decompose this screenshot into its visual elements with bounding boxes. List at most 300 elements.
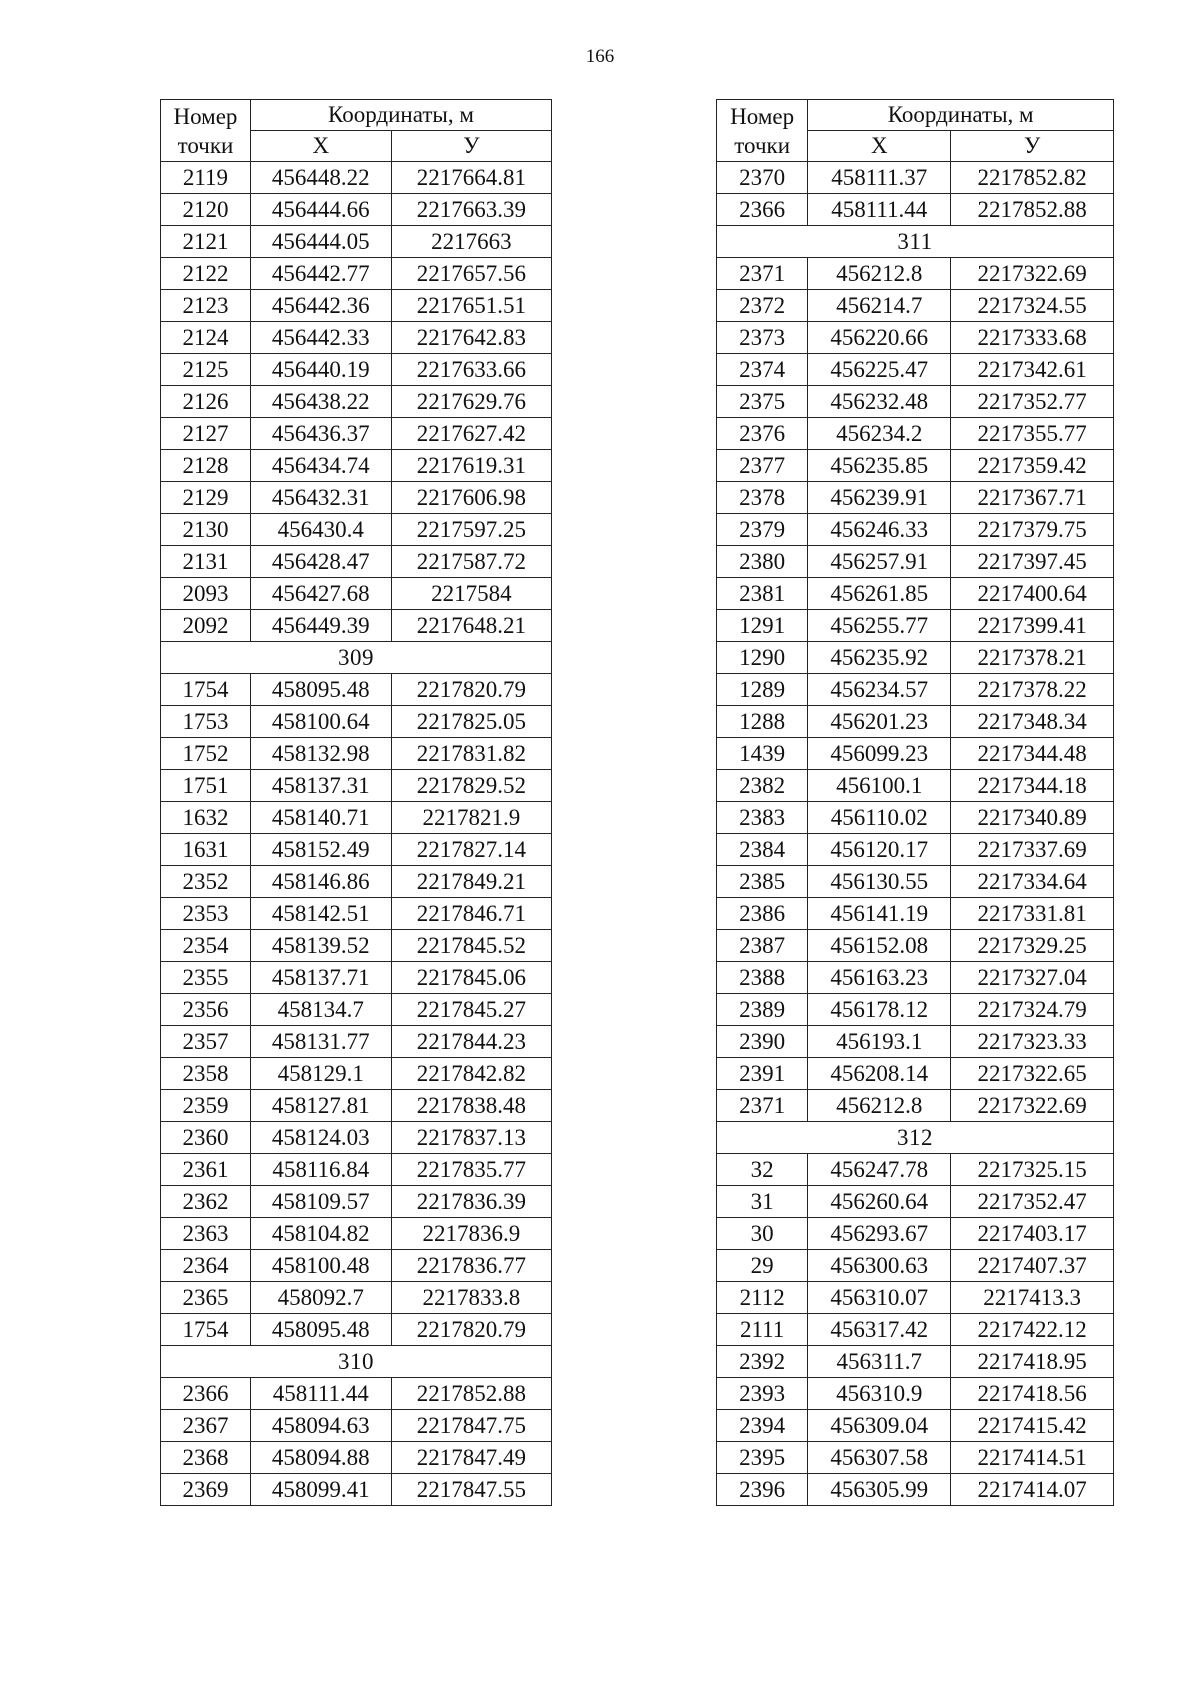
x-coordinate-cell: 456201.23 (808, 706, 951, 738)
table-row (717, 866, 1114, 898)
y-coordinate-cell: 2217619.31 (391, 450, 551, 482)
section-row (161, 642, 552, 674)
table-row (717, 802, 1114, 834)
y-coordinate-cell: 2217835.77 (391, 1154, 551, 1186)
x-coordinate-cell: 456255.77 (808, 610, 951, 642)
y-coordinate-cell: 2217322.69 (951, 1090, 1114, 1122)
point-number-cell: 2129 (161, 482, 251, 514)
table-row (161, 194, 552, 226)
y-coordinate-cell: 2217322.69 (951, 258, 1114, 290)
table-row (161, 258, 552, 290)
point-number-cell: 2360 (161, 1122, 251, 1154)
x-coordinate-cell: 456247.78 (808, 1154, 951, 1186)
table-row (717, 1346, 1114, 1378)
x-coordinate-cell: 456434.74 (250, 450, 391, 482)
table-row (717, 354, 1114, 386)
y-coordinate-cell: 2217844.23 (391, 1026, 551, 1058)
table-row (717, 418, 1114, 450)
point-number-cell: 2357 (161, 1026, 251, 1058)
point-number-cell: 2395 (717, 1442, 808, 1474)
x-coordinate-cell: 456448.22 (250, 162, 391, 194)
point-number-header (161, 100, 251, 162)
y-coordinate-cell: 2217833.8 (391, 1282, 551, 1314)
point-number-cell: 2120 (161, 194, 251, 226)
point-number-cell: 2380 (717, 546, 808, 578)
x-header: Х (250, 131, 391, 162)
table-row (161, 1026, 552, 1058)
point-number-cell: 2373 (717, 322, 808, 354)
x-coordinate-cell: 456428.47 (250, 546, 391, 578)
y-coordinate-cell: 2217352.47 (951, 1186, 1114, 1218)
x-coordinate-cell: 456212.8 (808, 258, 951, 290)
point-number-cell: 30 (717, 1218, 808, 1250)
table-row (161, 514, 552, 546)
y-coordinate-cell: 2217821.9 (391, 802, 551, 834)
y-coordinate-cell: 2217407.37 (951, 1250, 1114, 1282)
x-coordinate-cell: 456234.2 (808, 418, 951, 450)
point-number-cell: 1290 (717, 642, 808, 674)
table-row (161, 930, 552, 962)
y-coordinate-cell: 2217633.66 (391, 354, 551, 386)
x-coordinate-cell: 458116.84 (250, 1154, 391, 1186)
table-row (717, 1282, 1114, 1314)
table-row (161, 1154, 552, 1186)
point-number-cell: 2352 (161, 866, 251, 898)
table-row (717, 1058, 1114, 1090)
x-coordinate-cell: 458146.86 (250, 866, 391, 898)
y-coordinate-cell: 2217422.12 (951, 1314, 1114, 1346)
point-number-cell: 2111 (717, 1314, 808, 1346)
x-coordinate-cell: 458099.41 (250, 1474, 391, 1506)
y-coordinate-cell: 2217827.14 (391, 834, 551, 866)
y-coordinate-cell: 2217829.52 (391, 770, 551, 802)
point-number-cell: 2391 (717, 1058, 808, 1090)
point-number-cell: 2366 (161, 1378, 251, 1410)
x-coordinate-cell: 456442.36 (250, 290, 391, 322)
table-row (717, 1410, 1114, 1442)
table-row (717, 1314, 1114, 1346)
point-header-line2: точки (177, 132, 234, 158)
y-coordinate-cell: 2217378.22 (951, 674, 1114, 706)
y-coordinate-cell: 2217627.42 (391, 418, 551, 450)
point-number-cell: 2377 (717, 450, 808, 482)
x-coordinate-cell: 456436.37 (250, 418, 391, 450)
y-coordinate-cell: 2217367.71 (951, 482, 1114, 514)
x-coordinate-cell: 456260.64 (808, 1186, 951, 1218)
y-coordinate-cell: 2217820.79 (391, 674, 551, 706)
point-number-header (717, 100, 808, 162)
table-row (717, 258, 1114, 290)
table-row (717, 322, 1114, 354)
x-coordinate-cell: 456130.55 (808, 866, 951, 898)
x-coordinate-cell: 456193.1 (808, 1026, 951, 1058)
x-coordinate-cell: 456100.1 (808, 770, 951, 802)
y-coordinate-cell: 2217413.3 (951, 1282, 1114, 1314)
section-label: 310 (161, 1346, 552, 1378)
y-coordinate-cell: 2217329.25 (951, 930, 1114, 962)
x-coordinate-cell: 458127.81 (250, 1090, 391, 1122)
table-row (161, 354, 552, 386)
x-coordinate-cell: 456440.19 (250, 354, 391, 386)
y-coordinate-cell: 2217852.88 (391, 1378, 551, 1410)
x-coordinate-cell: 458137.31 (250, 770, 391, 802)
point-header-line2: точки (734, 132, 790, 158)
table-row (717, 514, 1114, 546)
table-row (717, 1090, 1114, 1122)
page-number: 166 (585, 46, 615, 67)
x-coordinate-cell: 456234.57 (808, 674, 951, 706)
y-coordinate-cell: 2217342.61 (951, 354, 1114, 386)
y-coordinate-cell: 2217606.98 (391, 482, 551, 514)
x-coordinate-cell: 456246.33 (808, 514, 951, 546)
y-coordinate-cell: 2217629.76 (391, 386, 551, 418)
point-number-cell: 2130 (161, 514, 251, 546)
point-number-cell: 2386 (717, 898, 808, 930)
table-row (717, 898, 1114, 930)
point-number-cell: 2394 (717, 1410, 808, 1442)
point-number-cell: 1631 (161, 834, 251, 866)
y-coordinate-cell: 2217584 (391, 578, 551, 610)
table-row (161, 1442, 552, 1474)
x-coordinate-cell: 458094.63 (250, 1410, 391, 1442)
x-coordinate-cell: 458111.44 (250, 1378, 391, 1410)
x-coordinate-cell: 458109.57 (250, 1186, 391, 1218)
x-coordinate-cell: 456235.92 (808, 642, 951, 674)
right-table-body (717, 162, 1114, 1506)
x-coordinate-cell: 458111.37 (808, 162, 951, 194)
table-row (161, 418, 552, 450)
y-coordinate-cell: 2217847.75 (391, 1410, 551, 1442)
y-coordinate-cell: 2217846.71 (391, 898, 551, 930)
x-coordinate-cell: 458134.7 (250, 994, 391, 1026)
point-number-cell: 2388 (717, 962, 808, 994)
y-coordinate-cell: 2217587.72 (391, 546, 551, 578)
y-coordinate-cell: 2217325.15 (951, 1154, 1114, 1186)
y-coordinate-cell: 2217847.49 (391, 1442, 551, 1474)
table-row (717, 706, 1114, 738)
x-coordinate-cell: 458140.71 (250, 802, 391, 834)
point-number-cell: 2375 (717, 386, 808, 418)
point-number-cell: 1753 (161, 706, 251, 738)
point-number-cell: 2131 (161, 546, 251, 578)
point-number-cell: 31 (717, 1186, 808, 1218)
point-number-cell: 2374 (717, 354, 808, 386)
point-number-cell: 2126 (161, 386, 251, 418)
table-row (717, 1186, 1114, 1218)
table-row (161, 1122, 552, 1154)
y-coordinate-cell: 2217837.13 (391, 1122, 551, 1154)
x-coordinate-cell: 458137.71 (250, 962, 391, 994)
table-row (161, 482, 552, 514)
point-number-cell: 2389 (717, 994, 808, 1026)
table-row (717, 482, 1114, 514)
table-row (717, 1442, 1114, 1474)
y-coordinate-cell: 2217324.55 (951, 290, 1114, 322)
coordinates-header: Координаты, м (808, 100, 1114, 131)
table-row (161, 866, 552, 898)
x-coordinate-cell: 458094.88 (250, 1442, 391, 1474)
x-coordinate-cell: 458129.1 (250, 1058, 391, 1090)
point-number-cell: 2382 (717, 770, 808, 802)
y-coordinate-cell: 2217657.56 (391, 258, 551, 290)
point-number-cell: 32 (717, 1154, 808, 1186)
y-coordinate-cell: 2217379.75 (951, 514, 1114, 546)
coordinates-header: Координаты, м (250, 100, 551, 131)
y-coordinate-cell: 2217344.48 (951, 738, 1114, 770)
y-coordinate-cell: 2217355.77 (951, 418, 1114, 450)
point-number-cell: 2379 (717, 514, 808, 546)
table-row (717, 738, 1114, 770)
point-number-cell: 2364 (161, 1250, 251, 1282)
y-coordinate-cell: 2217852.88 (951, 194, 1114, 226)
point-number-cell: 2112 (717, 1282, 808, 1314)
x-coordinate-cell: 456430.4 (250, 514, 391, 546)
point-number-cell: 2365 (161, 1282, 251, 1314)
point-number-cell: 2356 (161, 994, 251, 1026)
table-row (161, 1410, 552, 1442)
y-coordinate-cell: 2217415.42 (951, 1410, 1114, 1442)
y-coordinate-cell: 2217418.56 (951, 1378, 1114, 1410)
y-coordinate-cell: 2217663 (391, 226, 551, 258)
point-number-cell: 2119 (161, 162, 251, 194)
table-row (717, 162, 1114, 194)
point-number-cell: 2361 (161, 1154, 251, 1186)
table-row (161, 450, 552, 482)
table-row (717, 1250, 1114, 1282)
table-row (717, 578, 1114, 610)
point-number-cell: 2381 (717, 578, 808, 610)
table-row (161, 1186, 552, 1218)
x-header: Х (808, 131, 951, 162)
point-number-cell: 2355 (161, 962, 251, 994)
point-number-cell: 2353 (161, 898, 251, 930)
y-coordinate-cell: 2217820.79 (391, 1314, 551, 1346)
point-number-cell: 1752 (161, 738, 251, 770)
y-coordinate-cell: 2217664.81 (391, 162, 551, 194)
table-row (161, 770, 552, 802)
table-row (161, 1058, 552, 1090)
table-row (161, 1282, 552, 1314)
y-coordinate-cell: 2217842.82 (391, 1058, 551, 1090)
point-number-cell: 1291 (717, 610, 808, 642)
point-number-cell: 2385 (717, 866, 808, 898)
x-coordinate-cell: 458100.64 (250, 706, 391, 738)
point-number-cell: 1288 (717, 706, 808, 738)
y-coordinate-cell: 2217324.79 (951, 994, 1114, 1026)
x-coordinate-cell: 458100.48 (250, 1250, 391, 1282)
y-coordinate-cell: 2217359.42 (951, 450, 1114, 482)
x-coordinate-cell: 456300.63 (808, 1250, 951, 1282)
table-row (161, 738, 552, 770)
table-row (717, 674, 1114, 706)
y-coordinate-cell: 2217414.51 (951, 1442, 1114, 1474)
point-number-cell: 29 (717, 1250, 808, 1282)
x-coordinate-cell: 456432.31 (250, 482, 391, 514)
y-coordinate-cell: 2217414.07 (951, 1474, 1114, 1506)
y-coordinate-cell: 2217400.64 (951, 578, 1114, 610)
y-coordinate-cell: 2217663.39 (391, 194, 551, 226)
table-row (161, 1314, 552, 1346)
x-coordinate-cell: 456232.48 (808, 386, 951, 418)
x-coordinate-cell: 456309.04 (808, 1410, 951, 1442)
point-number-cell: 2390 (717, 1026, 808, 1058)
section-row (161, 1346, 552, 1378)
table-row (161, 994, 552, 1026)
x-coordinate-cell: 458111.44 (808, 194, 951, 226)
point-number-cell: 2362 (161, 1186, 251, 1218)
x-coordinate-cell: 456214.7 (808, 290, 951, 322)
section-row (717, 1122, 1114, 1154)
point-number-cell: 2121 (161, 226, 251, 258)
point-number-cell: 2384 (717, 834, 808, 866)
x-coordinate-cell: 456307.58 (808, 1442, 951, 1474)
y-coordinate-cell: 2217831.82 (391, 738, 551, 770)
point-number-cell: 2383 (717, 802, 808, 834)
x-coordinate-cell: 456427.68 (250, 578, 391, 610)
y-coordinate-cell: 2217847.55 (391, 1474, 551, 1506)
point-number-cell: 2387 (717, 930, 808, 962)
table-row (161, 546, 552, 578)
section-label: 309 (161, 642, 552, 674)
y-coordinate-cell: 2217322.65 (951, 1058, 1114, 1090)
table-row (717, 994, 1114, 1026)
x-coordinate-cell: 456152.08 (808, 930, 951, 962)
x-coordinate-cell: 456110.02 (808, 802, 951, 834)
left-table-body (161, 162, 552, 1506)
point-header-line1: Номер (730, 103, 795, 129)
point-header-line1: Номер (173, 103, 238, 129)
table-row (161, 322, 552, 354)
y-header: У (391, 131, 551, 162)
point-number-cell: 2370 (717, 162, 808, 194)
x-coordinate-cell: 456444.05 (250, 226, 391, 258)
x-coordinate-cell: 456438.22 (250, 386, 391, 418)
point-number-cell: 2127 (161, 418, 251, 450)
y-coordinate-cell: 2217333.68 (951, 322, 1114, 354)
x-coordinate-cell: 458095.48 (250, 674, 391, 706)
x-coordinate-cell: 458152.49 (250, 834, 391, 866)
y-coordinate-cell: 2217344.18 (951, 770, 1114, 802)
point-number-cell: 2372 (717, 290, 808, 322)
y-coordinate-cell: 2217403.17 (951, 1218, 1114, 1250)
y-coordinate-cell: 2217849.21 (391, 866, 551, 898)
table-row (717, 450, 1114, 482)
y-coordinate-cell: 2217399.41 (951, 610, 1114, 642)
table-row (717, 290, 1114, 322)
x-coordinate-cell: 456442.33 (250, 322, 391, 354)
point-number-cell: 1751 (161, 770, 251, 802)
y-coordinate-cell: 2217651.51 (391, 290, 551, 322)
x-coordinate-cell: 456163.23 (808, 962, 951, 994)
y-coordinate-cell: 2217352.77 (951, 386, 1114, 418)
point-number-cell: 2123 (161, 290, 251, 322)
y-coordinate-cell: 2217642.83 (391, 322, 551, 354)
point-number-cell: 1289 (717, 674, 808, 706)
table-row (161, 226, 552, 258)
point-number-cell: 1754 (161, 1314, 251, 1346)
section-row (717, 226, 1114, 258)
y-coordinate-cell: 2217378.21 (951, 642, 1114, 674)
point-number-cell: 2359 (161, 1090, 251, 1122)
table-row (717, 386, 1114, 418)
section-label: 312 (717, 1122, 1114, 1154)
y-coordinate-cell: 2217334.64 (951, 866, 1114, 898)
x-coordinate-cell: 456099.23 (808, 738, 951, 770)
point-number-cell: 2092 (161, 610, 251, 642)
y-coordinate-cell: 2217397.45 (951, 546, 1114, 578)
x-coordinate-cell: 458104.82 (250, 1218, 391, 1250)
table-row (717, 930, 1114, 962)
table-row (717, 194, 1114, 226)
point-number-cell: 2093 (161, 578, 251, 610)
x-coordinate-cell: 458142.51 (250, 898, 391, 930)
x-coordinate-cell: 456220.66 (808, 322, 951, 354)
table-row (161, 578, 552, 610)
table-row (717, 610, 1114, 642)
x-coordinate-cell: 456442.77 (250, 258, 391, 290)
x-coordinate-cell: 456208.14 (808, 1058, 951, 1090)
y-header: У (951, 131, 1114, 162)
x-coordinate-cell: 458095.48 (250, 1314, 391, 1346)
y-coordinate-cell: 2217838.48 (391, 1090, 551, 1122)
table-row (161, 898, 552, 930)
y-coordinate-cell: 2217348.34 (951, 706, 1114, 738)
x-coordinate-cell: 456225.47 (808, 354, 951, 386)
y-coordinate-cell: 2217825.05 (391, 706, 551, 738)
table-row (717, 834, 1114, 866)
table-row (717, 546, 1114, 578)
y-coordinate-cell: 2217845.52 (391, 930, 551, 962)
point-number-cell: 2122 (161, 258, 251, 290)
table-row (161, 1250, 552, 1282)
table-row (717, 1378, 1114, 1410)
x-coordinate-cell: 456261.85 (808, 578, 951, 610)
table-row (161, 834, 552, 866)
point-number-cell: 2125 (161, 354, 251, 386)
x-coordinate-cell: 456212.8 (808, 1090, 951, 1122)
table-row (717, 1218, 1114, 1250)
point-number-cell: 2366 (717, 194, 808, 226)
point-number-cell: 2396 (717, 1474, 808, 1506)
x-coordinate-cell: 456239.91 (808, 482, 951, 514)
table-row (161, 1378, 552, 1410)
table-row (161, 610, 552, 642)
point-number-cell: 2371 (717, 258, 808, 290)
y-coordinate-cell: 2217845.27 (391, 994, 551, 1026)
x-coordinate-cell: 456257.91 (808, 546, 951, 578)
x-coordinate-cell: 456178.12 (808, 994, 951, 1026)
y-coordinate-cell: 2217836.77 (391, 1250, 551, 1282)
table-row (161, 1474, 552, 1506)
x-coordinate-cell: 458139.52 (250, 930, 391, 962)
x-coordinate-cell: 456120.17 (808, 834, 951, 866)
point-number-cell: 2371 (717, 1090, 808, 1122)
table-row (161, 962, 552, 994)
y-coordinate-cell: 2217337.69 (951, 834, 1114, 866)
y-coordinate-cell: 2217340.89 (951, 802, 1114, 834)
table-row (161, 386, 552, 418)
table-row (161, 706, 552, 738)
y-coordinate-cell: 2217836.39 (391, 1186, 551, 1218)
table-row (717, 1154, 1114, 1186)
x-coordinate-cell: 456449.39 (250, 610, 391, 642)
table-row (717, 770, 1114, 802)
y-coordinate-cell: 2217331.81 (951, 898, 1114, 930)
table-row (161, 1218, 552, 1250)
table-row (717, 642, 1114, 674)
point-number-cell: 1632 (161, 802, 251, 834)
y-coordinate-cell: 2217597.25 (391, 514, 551, 546)
